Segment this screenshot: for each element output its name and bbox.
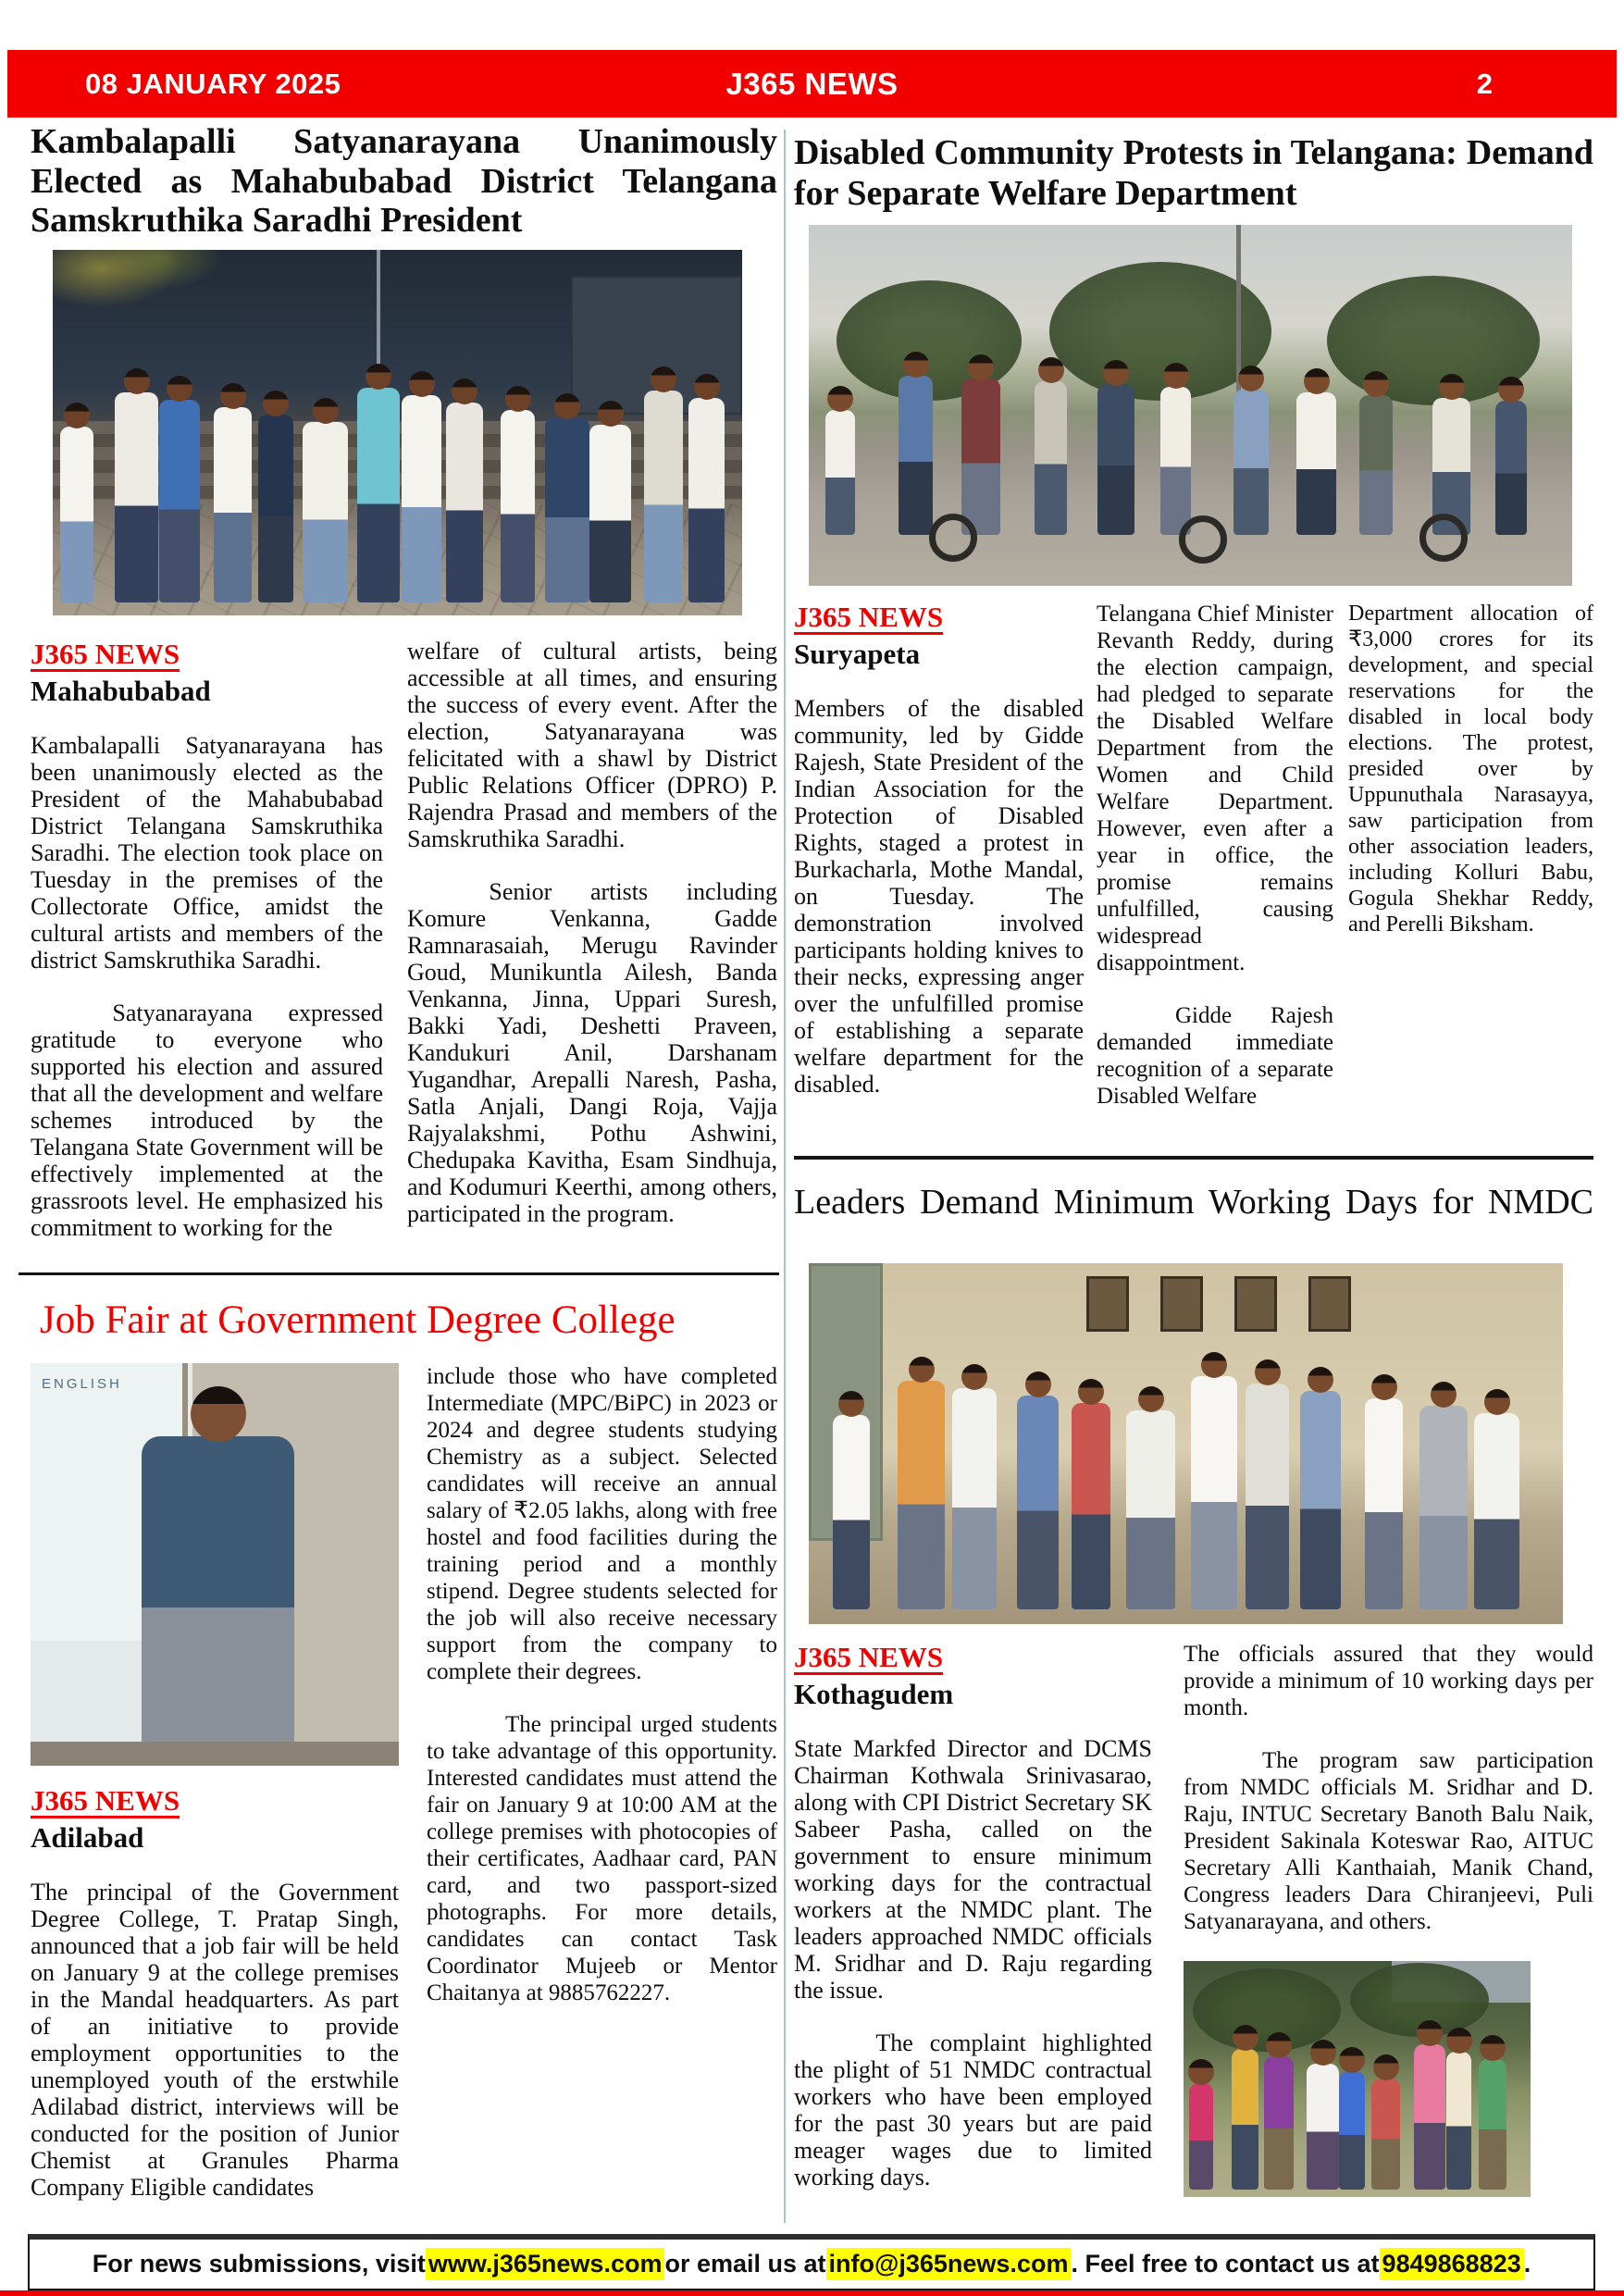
person-figure-decor	[1365, 1398, 1403, 1609]
article2-paragraph: Telangana Chief Minister Revanth Reddy, during the election campaign, had pledged to separate the Disabled Welfare Department from the Women and Child Welfare Department. However, even after a year in office, the promise remains unfulfilled, causing widespread disappointment.	[1097, 602, 1333, 976]
article3-paragraph: The principal urged students to take advantage of this opportunity. Interested candidates must attend the fair on January 9 at 10:00 AM at the college premises with photocopies of their certificates, Aadhaar card, PAN card, and two passport-sized photographs. For more details, candidates can contact Task Coordinator Mujeeb or Mentor Chaitanya at 9885762227.	[427, 1711, 777, 2005]
person-figure-decor	[1072, 1403, 1110, 1609]
person-figure-decor	[1246, 1384, 1289, 1609]
article2-byline: J365 NEWS	[794, 601, 944, 634]
footer-text: . Feel free to contact us at	[1071, 2250, 1380, 2277]
table-decor	[31, 1742, 399, 1766]
photo5-crowd	[1184, 1961, 1531, 2197]
person-figure-decor	[214, 407, 252, 602]
article4-column-2	[1184, 1641, 1593, 2216]
article2-text-columns	[794, 601, 1593, 1136]
article4-byline: J365 NEWS	[794, 1641, 944, 1674]
article4-paragraph: The program saw participation from NMDC officials M. Sridhar and D. Raju, INTUC Secretary Banoth Balu Naik, President Sakinala Koteswar Rao, AITUC Secretary Alli Kanthaiah, Manik Chand, Congress leaders Dara Chiranjeevi, Puli Satyanarayana, and others.	[1184, 1748, 1593, 1935]
article2-paragraph: Department allocation of ₹3,000 crores for its development, and special reservations for the disabled in local body elections. The protest, presided over by Uppunuthala Narasayya, saw participation from other association leaders, including Kolluri Babu, Gogula Shekhar Reddy, and Perelli Biksham.	[1348, 602, 1593, 937]
right-column	[794, 132, 1593, 2216]
article3-title: Job Fair at Government Degree College	[40, 1297, 676, 1342]
article1-text-columns	[31, 638, 777, 1267]
person-figure-decor	[688, 398, 725, 602]
footer-text: For news submissions, visit	[92, 2250, 426, 2277]
person-figure-decor	[1017, 1396, 1059, 1609]
tricycle-wheel-decor	[929, 514, 977, 562]
person-figure-decor	[446, 403, 483, 602]
article4-photo	[809, 1263, 1563, 1624]
article2-photo	[809, 225, 1572, 586]
tricycle-wheel-decor	[1419, 514, 1468, 562]
left-column	[31, 122, 777, 2227]
article1-column-1	[31, 638, 383, 1267]
article3-right	[427, 1363, 777, 2227]
person-figure-decor	[1307, 2064, 1339, 2190]
article1-paragraph: welfare of cultural artists, being accessible at all times, and ensuring the success of every event. After the election, Satyanarayana was felicitated with a shawl by District Public Relations Officer (DPRO) P. Rajendra Prasad and members of the Samskruthika Saradhi.	[407, 637, 777, 852]
person-figure-decor	[589, 425, 631, 602]
footer-text: .	[1523, 2250, 1531, 2277]
article2-column-2	[1097, 601, 1348, 1136]
article2-column-3	[1348, 601, 1593, 1136]
person-figure-decor	[1479, 2059, 1506, 2190]
person-figure-decor	[1339, 2071, 1365, 2190]
header-bar	[7, 50, 1617, 118]
article4-text-columns	[794, 1641, 1593, 2216]
person-figure-decor	[952, 1388, 997, 1609]
person-figure-decor	[357, 388, 400, 602]
person-figure-decor	[1495, 401, 1527, 535]
person-figure-decor	[961, 379, 1000, 535]
person-figure-decor	[258, 415, 293, 602]
article2-paragraph: Members of the disabled community, led by Gidde Rajesh, State President of the Indian Association for the Protection of Disabled Rights, staged a protest in Burkacharla, Mothe Mandal, on Tuesday. The demonstration involved participants holding knives to their necks, expressing anger over the unfulfilled promise of establishing a separate welfare department for the disabled.	[794, 695, 1084, 1098]
person-figure-decor	[1446, 2052, 1471, 2190]
person-figure-decor	[303, 422, 348, 602]
person-figure-decor	[833, 1415, 870, 1609]
person-figure-decor	[1189, 2083, 1213, 2190]
footer-email: info@j365news.com	[826, 2248, 1072, 2280]
person-figure-decor	[1035, 381, 1067, 535]
page-number: 2	[1476, 67, 1493, 100]
person-figure-decor	[545, 417, 589, 602]
person-figure-decor	[60, 427, 93, 602]
person-figure-decor	[898, 1381, 945, 1609]
whiteboard-text: ENGLISH	[42, 1375, 122, 1392]
tricycle-wheel-decor	[1179, 515, 1227, 564]
article2-paragraph: Gidde Rajesh demanded immediate recognition of a separate Disabled Welfare	[1097, 1003, 1333, 1110]
person-figure-decor	[1233, 390, 1269, 535]
header-date: 08 JANUARY 2025	[85, 67, 341, 100]
person-figure-decor	[1264, 2056, 1294, 2190]
article3-paragraph: include those who have completed Intermediate (MPC/BiPC) in 2023 or 2024 and degree students studying Chemistry as a subject. Selected candidates will receive an annual salary of ₹2.05 lakhs, along with free hostel and food facilities during the training period and a monthly stipend. Degree students selected for the job will also receive necessary support from the company to complete their degrees.	[427, 1363, 777, 1684]
person-figure-decor	[899, 376, 933, 535]
article1-paragraph: Senior artists including Komure Venkanna, Gadde Ramnarasaiah, Merugu Ravinder Goud, Munikuntla Ailesh, Banda Venkanna, Jinna, Uppari Suresh, Bakki Yadi, Deshetti Praveen, Kandukuri Anil, Darshanam Yugandhar, Arepalli Naresh, Pasha, Satla Anjali, Dangi Roja, Vajja Rajyalakshmi, Pothu Ashwini, Chedupaka Kavitha, Esam Sindhuja, and Kodumuri Keerthi, among others, participated in the program.	[407, 877, 777, 1227]
person-figure-decor	[501, 410, 535, 602]
footer-phone: 9849868823	[1380, 2248, 1524, 2280]
article1-column-2	[407, 638, 777, 1267]
article3-photo	[31, 1363, 399, 1766]
article3-byline: J365 NEWS	[31, 1783, 180, 1817]
article1-paragraph: Satyanarayana expressed gratitude to everyone who supported his election and assured that all the development and welfare schemes introduced by the Telangana State Government will be effectively implemented at the grassroots level. He emphasized his commitment to working for the	[31, 999, 383, 1241]
article3-layout	[31, 1363, 777, 2227]
person-figure-decor	[1126, 1410, 1175, 1609]
article3-left	[31, 1363, 399, 2227]
person-figure-decor	[159, 400, 200, 602]
bottom-red-strip	[0, 2290, 1624, 2296]
article2-column-1	[794, 601, 1097, 1136]
person-figure-decor	[1414, 2044, 1445, 2190]
photo3-crowd	[809, 1263, 1563, 1624]
person-figure-decor	[1191, 1376, 1237, 1609]
article1-title: Kambalapalli Satyanarayana Unanimously Elected as Mahabubabad District Telangana Samskruthika Saradhi President	[31, 122, 777, 241]
section-divider-left	[19, 1272, 779, 1275]
article4-title: Leaders Demand Minimum Working Days for NMDC	[794, 1183, 1593, 1222]
person-figure-decor	[644, 391, 683, 602]
photo1-crowd	[53, 250, 742, 615]
person-figure-decor	[1359, 395, 1393, 535]
article3-paragraph: The principal of the Government Degree College, T. Pratap Singh, announced that a job fair will be held on January 9 at the college premises in the Mandal headquarters. As part of an initiative to provide employment opportunities to the unemployed youth of the erstwhile Adilabad district, interviews will be conducted for the position of Junior Chemist at Granules Pharma Company Eligible candidates	[31, 1878, 399, 2201]
article1-location: Mahabubabad	[31, 674, 211, 707]
person-figure-decor	[1296, 392, 1336, 535]
person-figure-decor	[1160, 387, 1191, 535]
person-figure-decor	[1474, 1413, 1519, 1609]
person-figure-decor	[1371, 2079, 1400, 2190]
speaker-figure-decor	[142, 1436, 294, 1742]
article1-byline: J365 NEWS	[31, 637, 180, 670]
person-figure-decor	[825, 410, 855, 535]
person-figure-decor	[1097, 384, 1134, 535]
person-figure-decor	[1300, 1391, 1341, 1609]
article2-title: Disabled Community Protests in Telangana: Demand for Separate Welfare Department	[794, 133, 1593, 214]
article3-location: Adilabad	[31, 1820, 144, 1854]
article2-location: Suryapeta	[794, 638, 921, 671]
person-figure-decor	[402, 395, 441, 602]
article1-paragraph: Kambalapalli Satyanarayana has been unanimously elected as the President of the Mahabubabad District Telangana Samskruthika Saradhi. The election took place on Tuesday in the premises of the Collectorate Office, amidst the cultural artists and members of the district Samskruthika Saradhi.	[31, 731, 383, 974]
person-figure-decor	[115, 392, 158, 602]
person-figure-decor	[1419, 1406, 1468, 1609]
article4-paragraph: The complaint highlighted the plight of 51 NMDC contractual workers who have been employed for the past 30 years but are paid meager wages due to limited working days.	[794, 2029, 1152, 2191]
footer-website: www.j365news.com	[426, 2248, 665, 2280]
person-figure-decor	[1232, 2049, 1258, 2190]
article4-location: Kothagudem	[794, 1678, 954, 1711]
footer-text: or email us at	[664, 2250, 826, 2277]
article4-paragraph: The officials assured that they would provide a minimum of 10 working days per month.	[1184, 1642, 1593, 1721]
article4-secondary-photo	[1184, 1961, 1531, 2197]
masthead: J365 NEWS	[725, 66, 899, 101]
article1-photo	[53, 250, 742, 615]
article4-column-1	[794, 1641, 1152, 2216]
article4-paragraph: State Markfed Director and DCMS Chairman Kothwala Srinivasarao, along with CPI District Secretary SK Sabeer Pasha, called on the government to ensure minimum working days for the contractual workers at the NMDC plant. The leaders approached NMDC officials M. Sridhar and D. Raju regarding the issue.	[794, 1735, 1152, 2004]
center-column-divider	[784, 130, 786, 2223]
footer-contact-bar	[28, 2234, 1595, 2290]
section-divider-right	[794, 1156, 1593, 1160]
